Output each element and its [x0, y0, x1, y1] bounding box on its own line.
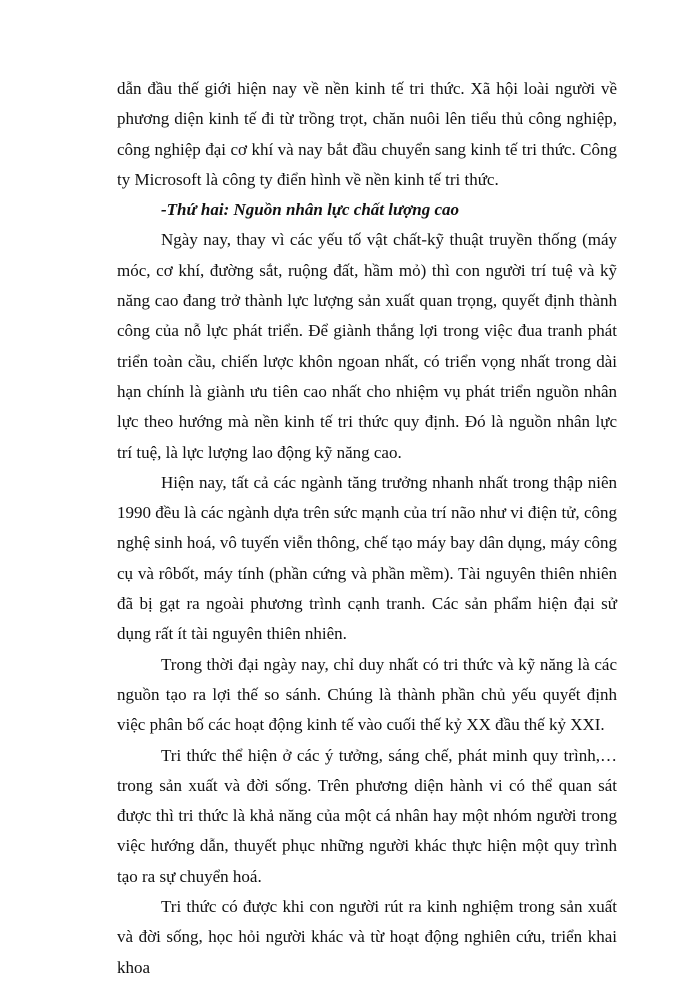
paragraph-growth-industries: Hiện nay, tất cả các ngành tăng trưởng nhanh nhất trong thập niên 1990 đều là các ngành dựa trên sức mạnh của trí não như vi điện tử, công nghệ sinh hoá, vô tuyến viễn thông, chế tạo máy bay dân dụng, máy công cụ và rôbốt, máy tính (phần cứng và phần mềm). Tài nguyên thiên nhiên đã bị gạt ra ngoài phương trình cạnh tranh. Các sản phẩm hiện đại sử dụng rất ít tài nguyên thiên nhiên. — [117, 472, 617, 644]
paragraph-continuation: dẫn đầu thế giới hiện nay về nền kinh tế tri thức. Xã hội loài người về phương diện kinh tế đi từ trồng trọt, chăn nuôi lên tiểu thủ công nghiệp, công nghiệp đại cơ khí và nay bắt đầu chuyển sang kinh tế tri thức. Công ty Microsoft là công ty điển hình về nền kinh tế tri thức. — [117, 79, 617, 189]
paragraph-knowledge-definition: Tri thức thể hiện ở các ý tưởng, sáng chế, phát minh quy trình,… trong sản xuất và đời sống. Trên phương diện hành vi có thể quan sát được thì tri thức là khả năng của một cá nhân hay một nhóm người trong việc hướng dẫn, thuyết phục những người khác thực hiện một quy trình tạo ra sự chuyển hoá. — [117, 745, 617, 886]
paragraph-human-resources: Ngày nay, thay vì các yếu tố vật chất-kỹ thuật truyền thống (máy móc, cơ khí, đường sắt, ruộng đất, hầm mỏ) thì con người trí tuệ và kỹ năng cao đang trở thành lực lượng sản xuất quan trọng, quyết định thành công của nỗ lực phát triển. Để giành thắng lợi trong việc đua tranh phát triển toàn cầu, chiến lược khôn ngoan nhất, có triển vọng nhất trong dài hạn chính là giành ưu tiên cao nhất cho nhiệm vụ phát triển nguồn nhân lực theo hướng mà nền kinh tế tri thức quy định. Đó là nguồn nhân lực trí tuệ, là lực lượng lao động kỹ năng cao. — [117, 230, 617, 462]
document-page — [117, 74, 617, 983]
section-heading: -Thứ hai: Nguồn nhân lực chất lượng cao — [161, 200, 460, 220]
paragraph-knowledge-acquisition: Tri thức có được khi con người rút ra kinh nghiệm trong sản xuất và đời sống, học hỏi người khác và từ hoạt động nghiên cứu, triển khai khoa — [117, 897, 617, 977]
paragraph-comparative-advantage: Trong thời đại ngày nay, chỉ duy nhất có tri thức và kỹ năng là các nguồn tạo ra lợi thế so sánh. Chúng là thành phần chủ yếu quyết định việc phân bố các hoạt động kinh tế vào cuối thế kỷ XX đầu thế kỷ XXI. — [117, 654, 617, 735]
